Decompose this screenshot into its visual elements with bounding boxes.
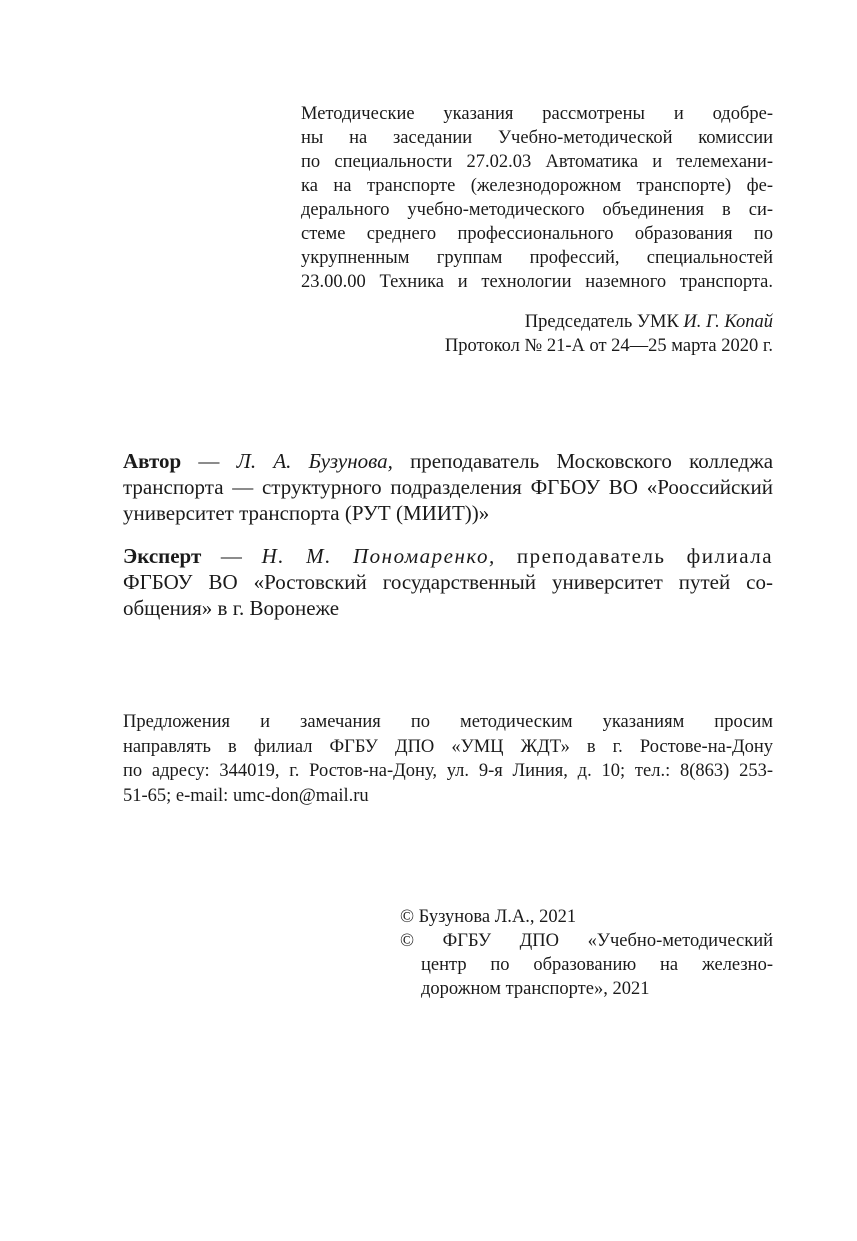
suggestions-block (123, 710, 773, 808)
text-line: по адресу: 344019, г. Ростов-на-Дону, ул. 9-я Линия, д. 10; тел.: 8(863) 253- (123, 761, 773, 781)
author-role: Автор (123, 449, 182, 473)
dash: — (201, 544, 262, 568)
chairman-name: И. Г. Копай (683, 312, 773, 332)
author-block (123, 448, 773, 526)
text-line: 51-65; e-mail: umc-don@mail.ru (123, 785, 369, 806)
text-line: стеме среднего профессионального образования по (301, 224, 773, 244)
text-line: ка на транспорте (железнодорожном транспорте) фе- (301, 176, 773, 196)
copyright-block (400, 905, 773, 1001)
text-line: укрупненным группам профессий, специальностей (301, 248, 773, 268)
expert-position: преподаватель филиала (495, 544, 774, 568)
protocol: Протокол № 21-А от 24—25 марта 2020 г. (444, 336, 773, 356)
text-line: транспорта — структурного подразделения ФГБОУ ВО «Рооссийский (123, 475, 773, 499)
dash: — (181, 449, 237, 473)
text-line: направлять в филиал ФГБУ ДПО «УМЦ ЖДТ» в г. Ростове-на-Дону (123, 736, 773, 757)
text-line: дерального учебно-методического объединения в си- (301, 200, 773, 220)
text-line: общения» в г. Воронеже (123, 596, 340, 620)
text-line: дорожном транспорте», 2021 (421, 979, 650, 999)
chairman-block (301, 310, 773, 358)
approval-statement (301, 102, 773, 294)
text-line: ФГБОУ ВО «Ростовский государственный университет путей со- (123, 570, 773, 594)
text-line: ны на заседании Учебно-методической комиссии (301, 128, 773, 148)
author-name: Л. А. Бузунова, (236, 449, 393, 473)
text-line: Методические указания рассмотрены и одобре- (301, 104, 773, 124)
author-position: преподаватель Московского колледжа (392, 449, 774, 473)
text-line: 23.00.00 Техника и технологии наземного транспорта. (301, 272, 773, 292)
expert-block (123, 543, 773, 621)
expert-name: Н. М. Пономаренко, (261, 544, 496, 568)
copyright-publisher: © ФГБУ ДПО «Учебно-методический (400, 931, 773, 951)
copyright-author: © Бузунова Л.А., 2021 (400, 907, 577, 927)
chairman-label: Председатель УМК (524, 312, 684, 332)
text-line: по специальности 27.02.03 Автоматика и телемехани- (301, 152, 773, 172)
text-line: университет транспорта (РУТ (МИИТ))» (123, 501, 490, 525)
expert-role: Эксперт (123, 544, 202, 568)
text-line: Предложения и замечания по методическим указаниям просим (123, 712, 773, 732)
text-line: центр по образованию на железно- (421, 955, 773, 975)
